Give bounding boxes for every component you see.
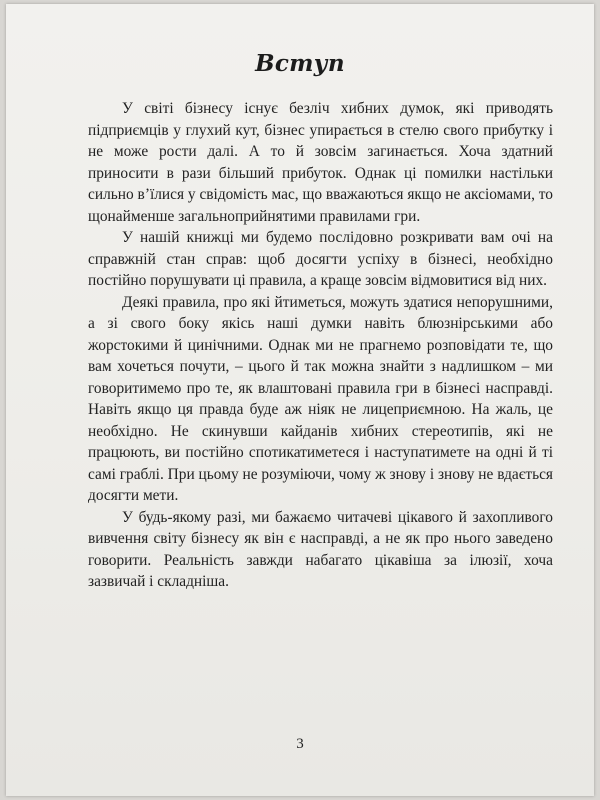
paragraph-3: Деякі правила, про які йтиметься, можуть здатися непорушними, а зі свого боку якісь наші думки навіть блюзнірськими або жорстокими й цинічними. Однак ми не прагнемо розповідати те, що вам хочеться почути, – цього й так можна знайти з надлишком – ми говоритимемо про те, як влаштовані правила гри в бізнесі насправді. Навіть якщо ця правда буде аж ніяк не лицеприємною. На жаль, це необхідно. Не скинувши кайданів хибних стереотипів, які не працюють, ви постійно спотикатиметеся і наступатимете на одні й ті самі граблі. При цьому не розуміючи, чому ж знову і знову не вдається досягти мети. (88, 293, 553, 504)
paragraph-1: У світі бізнесу існує безліч хибних думок, які приводять підприємців у глухий кут, бізнес упирається в стелю свого прибутку і не може рости далі. А то й зовсім загинається. Хоча здатний приносити в рази більший прибуток. Однак ці помилки настільки сильно в’їлися у свідомість мас, що вважаються якщо не аксіомами, то щонайменше загальноприйнятими правилами гри. (88, 100, 553, 225)
book-page (6, 4, 594, 796)
paragraph-4: У будь-якому разі, ми бажаємо читачеві цікавого й захопливого вивчення світу бізнесу як він є насправді, а не як про нього заведено говорити. Реальність завжди набагато цікавіша за ілюзії, хоча зазвичай і складніша. (88, 508, 553, 590)
paragraph-2: У нашій книжці ми будемо послідовно розкривати вам очі на справжній стан справ: щоб досягти успіху в бізнесі, необхідно постійно порушувати ці правила, а краще зовсім відмовитися від них. (88, 229, 553, 289)
chapter-title: Вступ (255, 50, 345, 77)
body-text (88, 98, 553, 593)
page-number: 3 (296, 736, 304, 752)
